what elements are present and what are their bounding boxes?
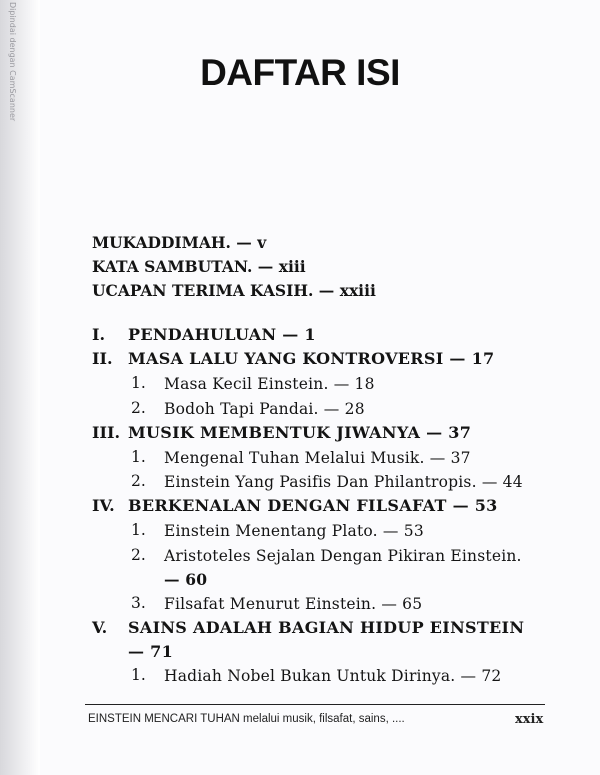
toc-section-title: Mengenal Tuhan Melalui Musik. — 37 (164, 449, 471, 467)
toc-section-number: 1. (131, 374, 146, 392)
toc-section-number: 2. (131, 399, 146, 417)
toc-chapter-number: III. (92, 423, 121, 442)
toc-chapter-page-continuation: — 71 (128, 642, 174, 661)
toc-section-title: Filsafat Menurut Einstein. — 65 (164, 595, 423, 613)
footer-book-title: EINSTEIN MENCARI TUHAN melalui musik, filsafat, sains, .... (88, 713, 405, 725)
toc-section-number: 1. (131, 521, 146, 539)
toc-chapter-number: V. (92, 618, 108, 637)
toc-section-title: Einstein Yang Pasifis Dan Philantropis. — 44 (164, 473, 523, 491)
toc-front-kata-sambutan: KATA SAMBUTAN. — xiii (92, 257, 306, 276)
toc-section-number: 1. (131, 666, 146, 684)
toc-chapter-number: IV. (92, 496, 115, 515)
toc-section-page-continuation: — 60 (164, 570, 208, 589)
toc-section-number: 2. (131, 472, 146, 490)
toc-section-number: 2. (131, 546, 146, 564)
toc-front-mukaddimah: MUKADDIMAH. — v (92, 233, 267, 252)
toc-chapter-title: MUSIK MEMBENTUK JIWANYA — 37 (128, 423, 472, 442)
toc-front-ucapan-terima-kasih: UCAPAN TERIMA KASIH. — xxiii (92, 281, 376, 300)
toc-chapter-title: MASA LALU YANG KONTROVERSI — 17 (128, 349, 495, 368)
toc-section-title: Einstein Menentang Plato. — 53 (164, 522, 424, 540)
toc-chapter-number: II. (92, 349, 113, 368)
page-title: DAFTAR ISI (200, 52, 400, 93)
toc-chapter-title: SAINS ADALAH BAGIAN HIDUP EINSTEIN (128, 618, 525, 637)
toc-section-title: Bodoh Tapi Pandai. — 28 (164, 400, 365, 418)
scanner-watermark: Dipindai dengan CamScanner (8, 2, 17, 122)
toc-chapter-title: PENDAHULUAN — 1 (128, 325, 316, 344)
footer-rule (85, 704, 545, 705)
toc-section-number: 3. (131, 594, 146, 612)
toc-section-title: Hadiah Nobel Bukan Untuk Dirinya. — 72 (164, 667, 502, 685)
toc-section-title: Aristoteles Sejalan Dengan Pikiran Einstein. (164, 547, 522, 565)
toc-chapter-title: BERKENALAN DENGAN FILSAFAT — 53 (128, 496, 498, 515)
toc-section-number: 1. (131, 448, 146, 466)
footer-page-number: xxix (515, 712, 544, 727)
toc-chapter-number: I. (92, 325, 106, 344)
toc-section-title: Masa Kecil Einstein. — 18 (164, 375, 375, 393)
